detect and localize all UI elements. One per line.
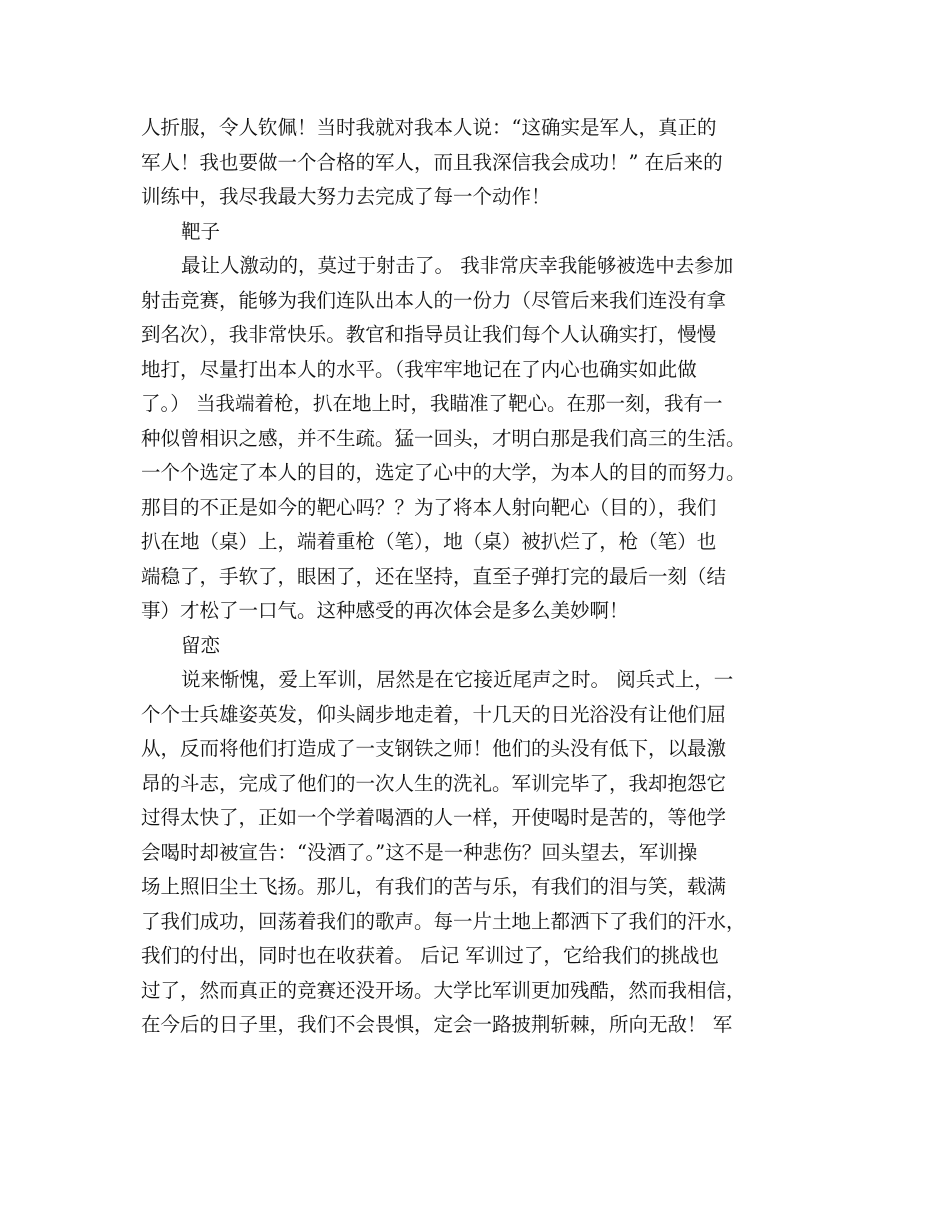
text-line: 会喝时却被宣告：“没酒了。”这不是一种悲伤？回头望去，军训操 (141, 840, 698, 864)
text-line: 了我们成功，回荡着我们的歌声。每一片土地上都洒下了我们的汗水， (141, 909, 746, 933)
text-line: 那目的不正是如今的靶心吗？？为了将本人射向靶心（目的），我们 (141, 495, 717, 519)
section-heading-nostalgia: 留恋 (181, 633, 221, 657)
text-line: 在今后的日子里，我们不会畏惧，定会一路披荆斩棘，所向无敌！ 军 (141, 1013, 733, 1036)
text-line: 过了，然而真正的竞赛还没开场。大学比军训更加残酷，然而我相信， (141, 978, 746, 1002)
text-line: 训练中，我尽我最大努力去完成了每一个动作！ (141, 185, 551, 208)
paragraph-start: 最让人激动的，莫过于射击了。 我非常庆幸我能够被选中去参加 (181, 254, 734, 277)
text-line: 场上照旧尘土飞扬。那儿，有我们的苦与乐，有我们的泪与笑，载满 (141, 875, 727, 898)
body-text (141, 111, 821, 1043)
text-line: 地打，尽量打出本人的水平。（我牢牢地记在了内心也确实如此做 (141, 357, 697, 381)
text-line: 人折服，令人钦佩！当时我就对我本人说：“这确实是军人，真正的 (141, 116, 717, 139)
text-line: 事）才松了一口气。这种感受的再次体会是多么美妙啊！ (141, 599, 629, 622)
text-line: 昂的斗志，完成了他们的一次人生的洗礼。军训完毕了，我却抱怨它 (141, 771, 727, 795)
text-line: 端稳了，手软了，眼困了，还在坚持，直至子弹打完的最后一刻（结 (141, 564, 727, 588)
text-line: 从，反而将他们打造成了一支钢铁之师！他们的头没有低下，以最激 (141, 737, 727, 760)
section-heading-target: 靶子 (181, 219, 221, 243)
text-line: 种似曾相识之感，并不生疏。猛一回头，才明白那是我们高三的生活。 (141, 426, 746, 450)
paragraph-start: 说来惭愧，爱上军训，居然是在它接近尾声之时。 阅兵式上，一 (181, 668, 734, 691)
text-line: 我们的付出，同时也在收获着。 后记 军训过了，它给我们的挑战也 (141, 944, 719, 967)
text-line: 了。） 当我端着枪，扒在地上时，我瞄准了靶心。在那一刻，我有一 (141, 392, 723, 415)
text-line: 军人！我也要做一个合格的军人，而且我深信我会成功！” 在后来的 (141, 150, 723, 174)
text-line: 个个士兵雄姿英发，仰头阔步地走着，十几天的日光浴没有让他们屈 (141, 702, 727, 726)
text-line: 过得太快了，正如一个学着喝酒的人一样，开使喝时是苦的，等他学 (141, 806, 727, 829)
text-line: 扒在地（桌）上，端着重枪（笔），地（桌）被扒烂了，枪（笔）也 (141, 530, 717, 553)
text-line: 射击竞赛，能够为我们连队出本人的一份力（尽管后来我们连没有拿 (141, 288, 727, 312)
text-line: 一个个选定了本人的目的，选定了心中的大学，为本人的目的而努力。 (141, 461, 746, 484)
text-line: 到名次），我非常快乐。教官和指导员让我们每个人认确实打，慢慢 (141, 323, 717, 346)
